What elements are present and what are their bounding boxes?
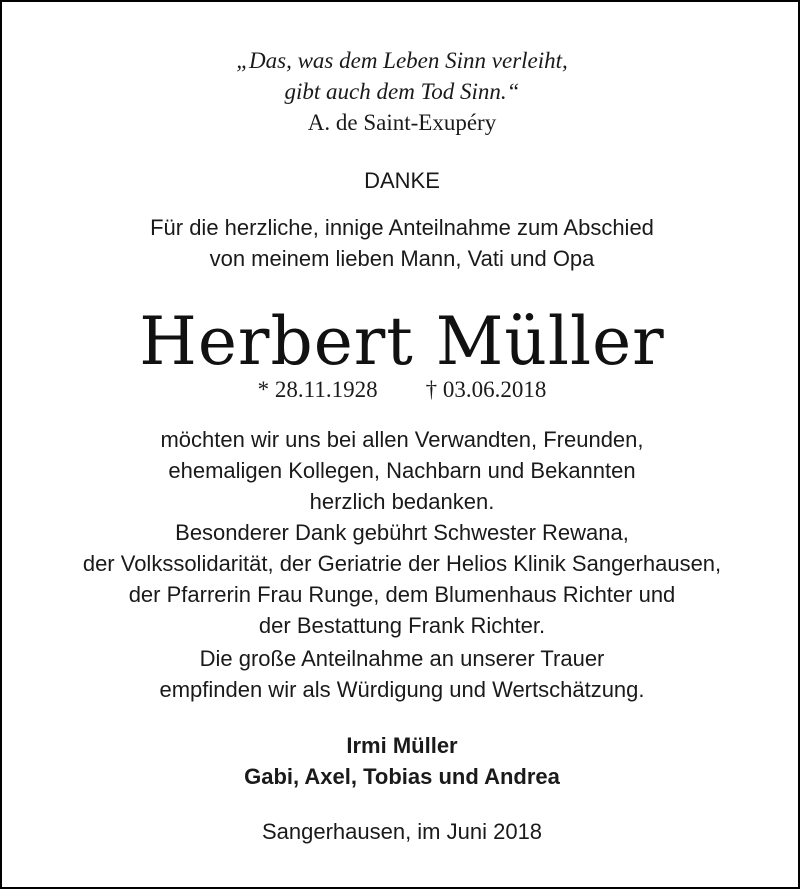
body-line: der Bestattung Frank Richter. bbox=[258, 613, 546, 638]
birth-date: * 28.11.1928 bbox=[257, 377, 378, 402]
body-line: Die große Anteilnahme an unserer Trauer bbox=[199, 646, 605, 671]
signature-line-1: Irmi Müller bbox=[346, 733, 458, 758]
body-line: möchten wir uns bei allen Verwandten, Freunden, bbox=[160, 427, 644, 452]
life-dates bbox=[2, 375, 800, 405]
body-line: der Volkssolidarität, der Geriatrie der Helios Klinik Sangerhausen, bbox=[82, 551, 722, 576]
body-line: Besonderer Dank gebührt Schwester Rewana, bbox=[175, 520, 629, 545]
heading-danke: DANKE bbox=[364, 168, 440, 193]
signature-line-2: Gabi, Axel, Tobias und Andrea bbox=[244, 764, 560, 789]
body-line: ehemaligen Kollegen, Nachbarn und Bekannten bbox=[168, 458, 636, 483]
intro-line-1: Für die herzliche, innige Anteilnahme zum Abschied bbox=[150, 215, 654, 240]
quote-author: A. de Saint-Exupéry bbox=[307, 110, 497, 135]
body-line: der Pfarrerin Frau Runge, dem Blumenhaus Richter und bbox=[128, 582, 676, 607]
deceased-name: Herbert Müller bbox=[139, 303, 665, 380]
quote-line-2: gibt auch dem Tod Sinn.“ bbox=[284, 79, 520, 104]
body-line: empfinden wir als Würdigung und Wertschätzung. bbox=[159, 677, 645, 702]
place-date: Sangerhausen, im Juni 2018 bbox=[261, 819, 543, 844]
intro-line-2: von meinem lieben Mann, Vati und Opa bbox=[209, 246, 595, 271]
body-line: herzlich bedanken. bbox=[309, 489, 495, 514]
death-date: † 03.06.2018 bbox=[425, 377, 547, 402]
quote-line-1: „Das, was dem Leben Sinn verleiht, bbox=[236, 48, 568, 73]
